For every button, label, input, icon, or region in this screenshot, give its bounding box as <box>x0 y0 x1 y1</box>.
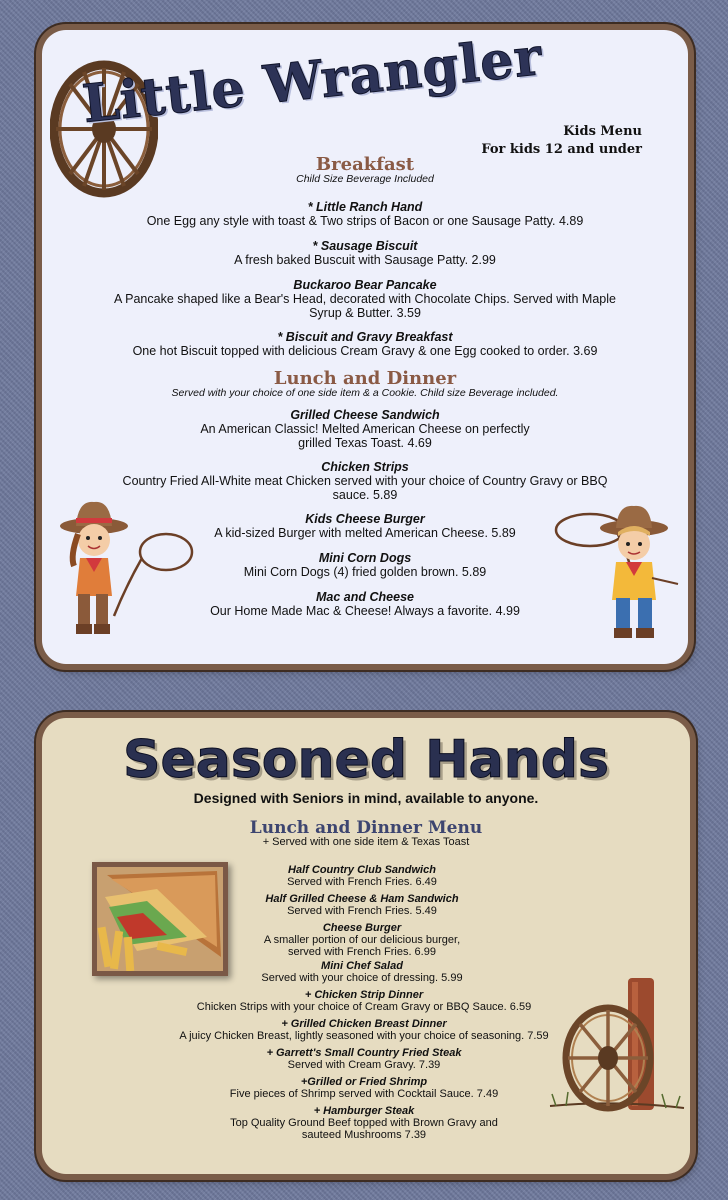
sandwich-photo <box>92 862 228 976</box>
breakfast-note: Child Size Beverage Included <box>296 173 434 185</box>
item-name: * Little Ranch Hand <box>307 200 423 214</box>
menu-item <box>112 239 618 267</box>
item-desc: Five pieces of Shrimp served with Cocktail Sauce. 7.49 <box>229 1088 499 1100</box>
item-name: Half Country Club Sandwich <box>288 864 436 876</box>
menu-item <box>242 960 482 984</box>
menu-item <box>222 1105 506 1141</box>
item-desc: Country Fried All-White meat Chicken served with your choice of Country Gravy or BBQ sauce. 5.89 <box>122 474 608 502</box>
breakfast-heading: Breakfast <box>315 154 415 175</box>
item-desc: A kid-sized Burger with melted American Cheese. 5.89 <box>214 526 516 540</box>
item-name: * Biscuit and Gravy Breakfast <box>277 330 453 344</box>
menu-item <box>108 278 622 320</box>
item-desc: Served with French Fries. 5.49 <box>287 905 437 917</box>
kids-age-note: For kids 12 and under <box>481 142 642 157</box>
menu-item <box>242 864 482 888</box>
item-name: Mac and Cheese <box>316 590 414 604</box>
item-name: + Hamburger Steak <box>313 1105 415 1117</box>
item-name: * Sausage Biscuit <box>312 239 418 253</box>
menu-item <box>126 1076 602 1100</box>
item-name: + Chicken Strip Dinner <box>304 989 424 1001</box>
item-name: +Grilled or Fried Shrimp <box>300 1076 428 1088</box>
seniors-lunch-dinner-heading: Lunch and Dinner Menu <box>249 818 483 838</box>
item-desc: Served with Cream Gravy. 7.39 <box>287 1059 441 1071</box>
item-name: Cheese Burger <box>322 922 402 934</box>
menu-item <box>142 1018 586 1042</box>
item-desc: Served with French Fries. 6.49 <box>287 876 437 888</box>
lunch-dinner-heading: Lunch and Dinner <box>273 368 457 389</box>
item-desc: One hot Biscuit topped with delicious Cream Gravy & one Egg cooked to order. 3.69 <box>132 344 598 358</box>
menu-item <box>192 408 538 450</box>
item-name: Kids Cheese Burger <box>305 512 425 526</box>
wagon-wheel-fence-icon <box>546 972 688 1122</box>
item-desc: Served with your choice of dressing. 5.99 <box>261 972 463 984</box>
seniors-tagline: Designed with Seniors in mind, available to anyone. <box>193 790 539 806</box>
item-desc: An American Classic! Melted American Cheese on perfectly grilled Texas Toast. 4.69 <box>200 422 530 450</box>
item-desc: Mini Corn Dogs (4) fried golden brown. 5.89 <box>243 565 487 579</box>
item-name: Mini Chef Salad <box>321 960 403 972</box>
item-name: Chicken Strips <box>321 460 409 474</box>
seniors-side-note: + Served with one side item & Texas Toast <box>262 836 470 848</box>
seniors-menu-card <box>42 718 690 1174</box>
item-name: Half Grilled Cheese & Ham Sandwich <box>265 893 459 905</box>
item-desc: A Pancake shaped like a Bear's Head, decorated with Chocolate Chips. Served with Maple Syrup & Butter. 3.59 <box>114 292 616 320</box>
cowboy-illustration <box>550 500 682 650</box>
menu-item <box>126 989 602 1013</box>
item-desc: Our Home Made Mac & Cheese! Always a favorite. 4.99 <box>210 604 520 618</box>
menu-item <box>250 922 474 958</box>
cowgirl-illustration <box>56 496 196 646</box>
menu-item <box>242 893 482 917</box>
item-desc: A fresh baked Buscuit with Sausage Patty. 2.99 <box>234 253 496 267</box>
item-name: Mini Corn Dogs <box>318 551 412 565</box>
item-desc: Chicken Strips with your choice of Cream Gravy or BBQ Sauce. 6.59 <box>196 1001 532 1013</box>
item-desc: A smaller portion of our delicious burger, served with French Fries. 6.99 <box>263 934 461 958</box>
menu-item <box>112 200 618 228</box>
item-name: + Garrett's Small Country Fried Steak <box>266 1047 462 1059</box>
sandwich-image <box>97 867 223 971</box>
item-name: Grilled Cheese Sandwich <box>290 408 440 422</box>
item-name: + Grilled Chicken Breast Dinner <box>281 1018 447 1030</box>
kids-menu-label: Kids Menu <box>563 124 642 139</box>
kids-menu-card <box>42 26 688 664</box>
menu-item <box>126 1047 602 1071</box>
item-desc: A juicy Chicken Breast, lightly seasoned with your choice of seasoning. 7.59 <box>179 1030 549 1042</box>
item-desc: One Egg any style with toast & Two strips of Bacon or one Sausage Patty. 4.89 <box>146 214 584 228</box>
kids-menu-title: Little Wrangler <box>79 26 546 136</box>
item-name: Buckaroo Bear Pancake <box>293 278 437 292</box>
lunch-dinner-note: Served with your choice of one side item & a Cookie. Child size Beverage included. <box>171 387 559 399</box>
item-desc: Top Quality Ground Beef topped with Brown Gravy and sauteed Mushrooms 7.39 <box>230 1117 498 1141</box>
seniors-menu-title: Seasoned Hands <box>123 730 609 790</box>
menu-item <box>112 330 618 358</box>
